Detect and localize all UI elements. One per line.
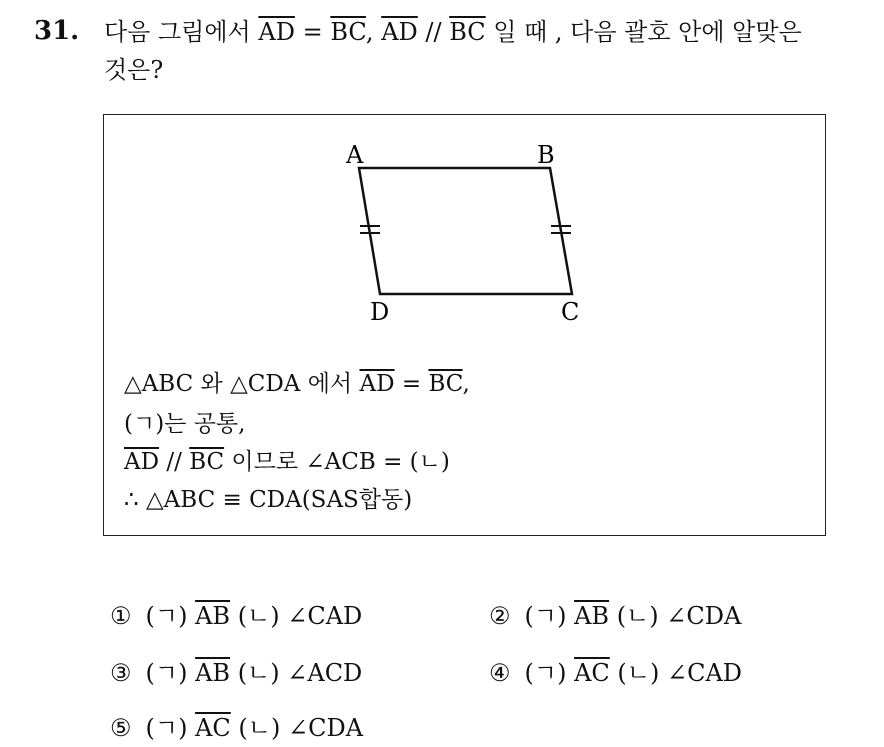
parallel-sign: // — [159, 449, 190, 475]
parallel-sign: // — [417, 18, 450, 46]
equals-sign: = — [394, 371, 429, 397]
choice-segment: $\overline{AB}$ — [195, 659, 231, 687]
choice-angle: ∠CAD — [287, 602, 363, 630]
blank-b-label: (ㄴ) — [617, 659, 660, 687]
choice-number: ④ — [489, 659, 511, 687]
parallelogram-figure — [330, 135, 600, 330]
vertex-label-d: D — [370, 298, 390, 326]
segment-ad: $\overline{AD}$ — [359, 371, 395, 397]
choice-angle: ∠CDA — [287, 714, 364, 742]
choice-angle: ∠ACD — [287, 659, 363, 687]
proof-text: △ABC 와 △CDA 에서 — [124, 371, 360, 397]
vertex-label-b: B — [537, 141, 555, 169]
question-number: 31. — [34, 16, 80, 46]
blank-a-label: (ㄱ) — [524, 602, 567, 630]
proof-line-1 — [124, 369, 470, 399]
choice-number: ② — [489, 602, 511, 630]
equals-sign: = — [294, 18, 331, 46]
blank-b-label: (ㄴ) — [616, 602, 659, 630]
comma: , — [462, 371, 470, 397]
choice-number: ⑤ — [110, 714, 132, 742]
blank-a-label: (ㄱ) — [145, 659, 188, 687]
question-prefix: 다음 그림에서 — [104, 18, 259, 46]
choice-5[interactable] — [110, 712, 363, 744]
vertex-label-a: A — [346, 141, 364, 169]
blank-b-label: (ㄴ) — [237, 602, 280, 630]
choice-1[interactable] — [110, 600, 362, 632]
comma: , — [365, 18, 382, 46]
choice-4[interactable] — [489, 657, 742, 689]
parallelogram-shape — [359, 168, 572, 294]
choice-segment: $\overline{AB}$ — [574, 602, 610, 630]
choice-number: ① — [110, 602, 132, 630]
proof-line-3 — [124, 447, 450, 477]
choice-angle: ∠CDA — [666, 602, 742, 630]
choice-number: ③ — [110, 659, 132, 687]
vertex-label-c: C — [561, 298, 580, 326]
segment-ad: $\overline{AD}$ — [258, 18, 295, 46]
blank-b-label: (ㄴ) — [237, 659, 280, 687]
choice-2[interactable] — [489, 600, 741, 632]
choice-segment: $\overline{AC}$ — [195, 714, 231, 742]
proof-line-2: (ㄱ)는 공통, — [124, 411, 246, 437]
segment-bc: $\overline{BC}$ — [189, 449, 225, 475]
choice-angle: ∠CAD — [666, 659, 743, 687]
proof-line-4: ∴ △ABC ≡ CDA(SAS합동) — [124, 487, 413, 513]
segment-bc: $\overline{BC}$ — [330, 18, 366, 46]
segment-ad: $\overline{AD}$ — [381, 18, 418, 46]
segment-bc: $\overline{BC}$ — [428, 371, 463, 397]
segment-ad: $\overline{AD}$ — [124, 449, 160, 475]
blank-b-label: (ㄴ) — [238, 714, 281, 742]
choice-3[interactable] — [110, 657, 362, 689]
choice-segment: $\overline{AB}$ — [195, 602, 231, 630]
blank-a-label: (ㄱ) — [145, 714, 188, 742]
proof-text: 이므로 ∠ACB = (ㄴ) — [224, 449, 450, 475]
blank-a-label: (ㄱ) — [524, 659, 567, 687]
question-suffix: 일 때 , 다음 괄호 안에 알맞은 — [485, 18, 802, 46]
question-text-line2: 것은? — [104, 56, 164, 84]
choice-segment: $\overline{AC}$ — [574, 659, 610, 687]
segment-bc: $\overline{BC}$ — [449, 18, 486, 46]
blank-a-label: (ㄱ) — [145, 602, 188, 630]
question-text-line1 — [104, 16, 802, 48]
